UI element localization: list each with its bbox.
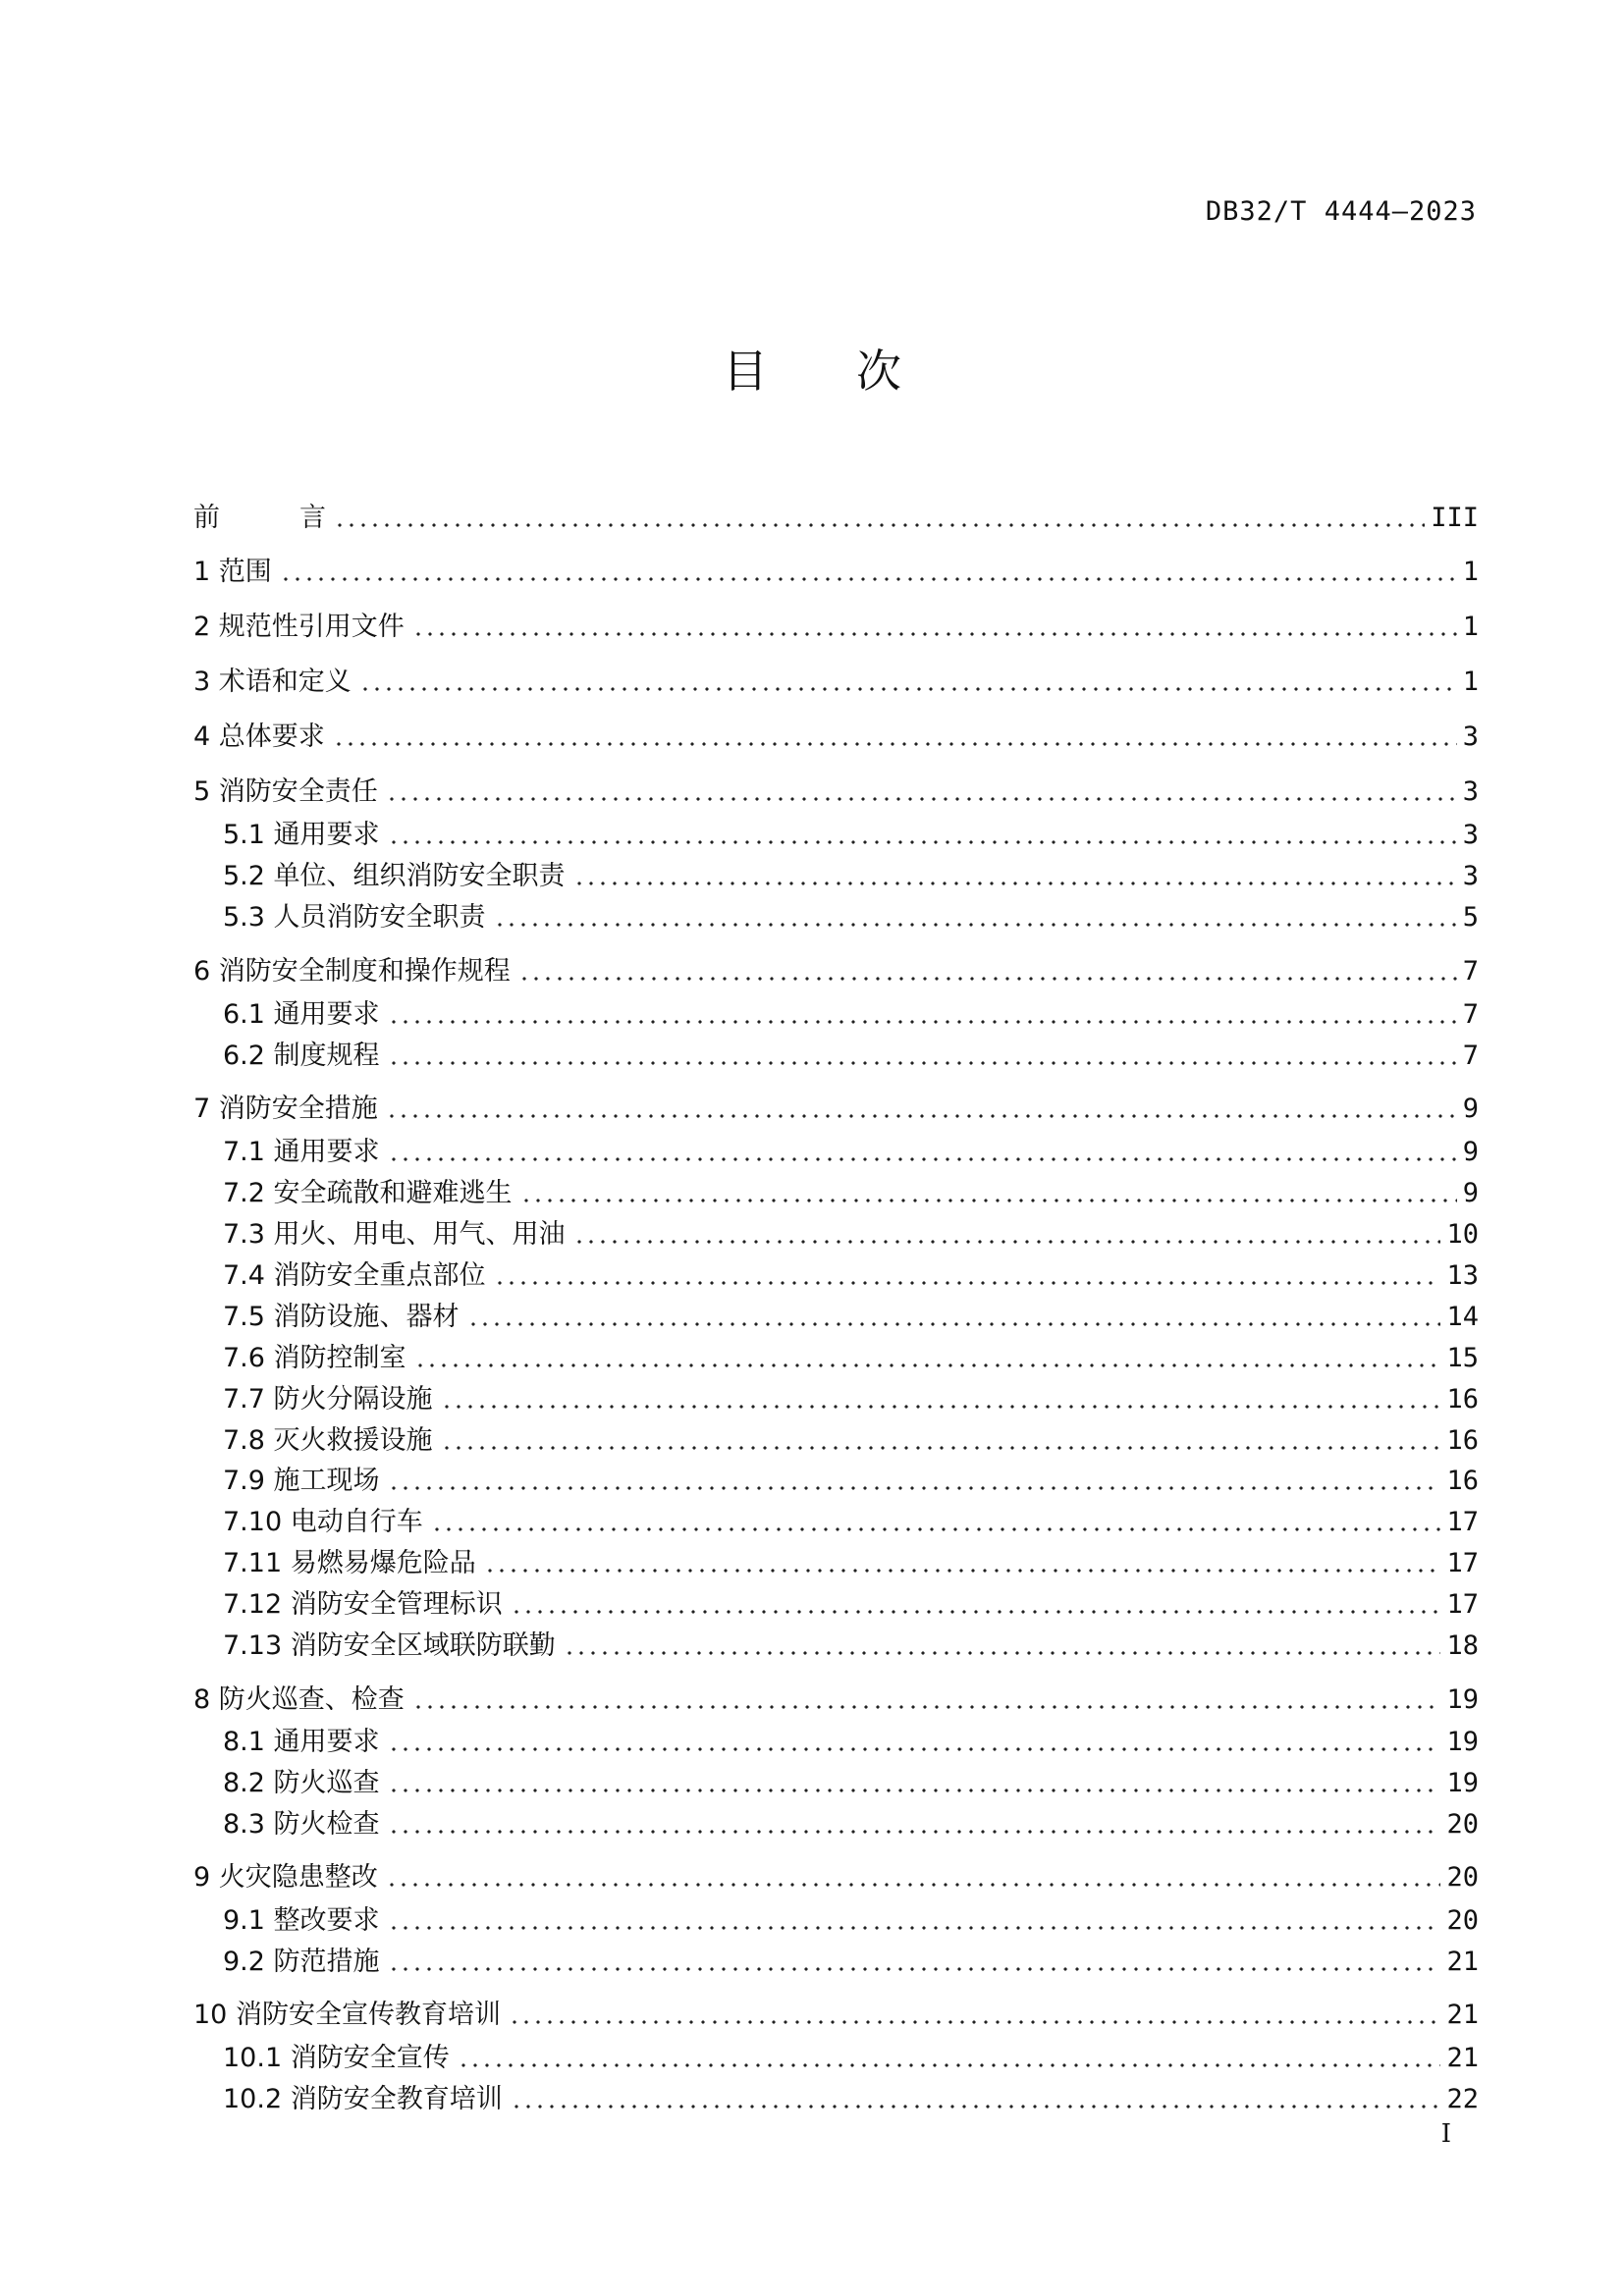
dot-leader xyxy=(388,1967,1441,1971)
toc-entry[interactable] xyxy=(193,1859,1479,1896)
dot-leader xyxy=(388,840,1457,844)
dot-leader xyxy=(564,1651,1441,1655)
toc-subentry[interactable] xyxy=(223,1504,1479,1541)
dot-leader xyxy=(414,1363,1441,1367)
dot-leader xyxy=(388,1486,1441,1490)
toc-entry[interactable] xyxy=(193,609,1479,646)
dot-leader xyxy=(388,1020,1457,1024)
toc-entry[interactable] xyxy=(193,554,1479,591)
dot-leader xyxy=(386,797,1457,801)
toc-entry-label: 前 言 xyxy=(193,503,326,533)
toc-entry-label: 7.7 防火分隔设施 xyxy=(223,1384,433,1415)
dot-leader xyxy=(511,1610,1441,1614)
toc-entry-page: 16 xyxy=(1446,1384,1479,1415)
toc-subentry[interactable] xyxy=(223,1586,1479,1624)
toc-subentry[interactable] xyxy=(223,1545,1479,1582)
toc-entry-page: 1 xyxy=(1462,557,1479,587)
dot-leader xyxy=(386,1883,1441,1887)
dot-leader xyxy=(280,577,1457,581)
toc-entry-label: 7.6 消防控制室 xyxy=(223,1343,406,1373)
toc-entry-label: 5.2 单位、组织消防安全职责 xyxy=(223,861,566,891)
toc-entry-label: 7.3 用火、用电、用气、用油 xyxy=(223,1219,566,1250)
toc-entry-page: 5 xyxy=(1462,902,1479,933)
toc-entry-page: 20 xyxy=(1446,1809,1479,1840)
dot-leader xyxy=(386,1114,1457,1118)
toc-entry-label: 3 术语和定义 xyxy=(193,667,352,697)
toc-entry-label: 7.9 施工现场 xyxy=(223,1466,380,1496)
toc-entry-page: 21 xyxy=(1446,2000,1479,2030)
toc-entry-page: 20 xyxy=(1446,1862,1479,1893)
toc-subentry[interactable] xyxy=(223,1134,1479,1171)
toc-subentry[interactable] xyxy=(223,858,1479,895)
dot-leader xyxy=(333,742,1457,746)
toc-entry-page: 14 xyxy=(1446,1302,1479,1332)
toc-title: 目次 xyxy=(723,345,990,398)
toc-entry-page: 19 xyxy=(1446,1768,1479,1798)
dot-leader xyxy=(388,1789,1441,1792)
toc-entry-page: 17 xyxy=(1446,1589,1479,1620)
toc-entry-page: 21 xyxy=(1446,1947,1479,1977)
toc-entry-page: 3 xyxy=(1462,861,1479,891)
toc-subentry[interactable] xyxy=(223,1463,1479,1500)
toc-entry-page: 18 xyxy=(1446,1630,1479,1661)
toc-entry-page: 3 xyxy=(1462,776,1479,807)
dot-leader xyxy=(388,1157,1457,1161)
toc-entry-label: 7.11 易燃易爆危险品 xyxy=(223,1548,476,1578)
toc-entry[interactable] xyxy=(193,500,1479,537)
dot-leader xyxy=(359,687,1457,691)
toc-entry-label: 4 总体要求 xyxy=(193,721,325,752)
toc-subentry[interactable] xyxy=(223,2040,1479,2077)
toc-entry-label: 8.2 防火巡查 xyxy=(223,1768,380,1798)
toc-entry[interactable] xyxy=(193,953,1479,990)
dot-leader xyxy=(441,1446,1441,1450)
dot-leader xyxy=(511,2105,1441,2109)
toc-subentry[interactable] xyxy=(223,2081,1479,2118)
dot-leader xyxy=(441,1405,1441,1409)
toc-subentry[interactable] xyxy=(223,1175,1479,1212)
toc-entry-label: 7.13 消防安全区域联防联勤 xyxy=(223,1630,556,1661)
toc-entry-label: 1 范围 xyxy=(193,557,272,587)
toc-entry-page: 17 xyxy=(1446,1507,1479,1537)
dot-leader xyxy=(467,1322,1441,1326)
dot-leader xyxy=(412,632,1457,636)
dot-leader xyxy=(494,923,1457,927)
dot-leader xyxy=(431,1527,1441,1531)
toc-entry-label: 10.1 消防安全宣传 xyxy=(223,2043,450,2073)
toc-entry-label: 6 消防安全制度和操作规程 xyxy=(193,956,511,987)
toc-entry-label: 9.1 整改要求 xyxy=(223,1905,380,1936)
toc-entry-page: 19 xyxy=(1446,1727,1479,1757)
toc-entry-label: 7.1 通用要求 xyxy=(223,1137,380,1167)
toc-entry-page: 9 xyxy=(1462,1137,1479,1167)
toc-entry-label: 9 火灾隐患整改 xyxy=(193,1862,378,1893)
toc-entry-label: 7.8 灭火救援设施 xyxy=(223,1425,433,1456)
dot-leader xyxy=(388,1061,1457,1065)
toc-entry[interactable] xyxy=(193,719,1479,756)
dot-leader xyxy=(573,1240,1441,1244)
toc-entry-label: 6.1 通用要求 xyxy=(223,999,380,1030)
toc-entry[interactable] xyxy=(193,664,1479,701)
toc-entry-label: 8.3 防火检查 xyxy=(223,1809,380,1840)
toc-subentry[interactable] xyxy=(223,1765,1479,1802)
dot-leader xyxy=(573,881,1457,885)
toc-subentry[interactable] xyxy=(223,1902,1479,1940)
toc-entry[interactable] xyxy=(193,1091,1479,1128)
toc-subentry[interactable] xyxy=(223,1724,1479,1761)
toc-subentry[interactable] xyxy=(223,1257,1479,1295)
toc-entry-label: 7.2 安全疏散和避难逃生 xyxy=(223,1178,513,1208)
toc-subentry[interactable] xyxy=(223,1340,1479,1377)
dot-leader xyxy=(518,977,1457,981)
toc-entry-label: 2 规范性引用文件 xyxy=(193,612,405,642)
toc-entry-label: 7.12 消防安全管理标识 xyxy=(223,1589,503,1620)
toc-entry-label: 10.2 消防安全教育培训 xyxy=(223,2084,503,2114)
toc-entry-page: 19 xyxy=(1446,1684,1479,1715)
toc-entry-label: 6.2 制度规程 xyxy=(223,1041,380,1071)
dot-leader xyxy=(412,1705,1441,1709)
toc-entry-page: 15 xyxy=(1446,1343,1479,1373)
toc-subentry[interactable] xyxy=(223,1628,1479,1665)
toc-entry-page: 21 xyxy=(1446,2043,1479,2073)
toc-entry-label: 7 消防安全措施 xyxy=(193,1094,378,1124)
toc-entry-label: 5.1 通用要求 xyxy=(223,820,380,850)
toc-entry-page: 1 xyxy=(1462,612,1479,642)
toc-entry-page: 13 xyxy=(1446,1260,1479,1291)
toc-subentry[interactable] xyxy=(223,817,1479,854)
toc-entry[interactable] xyxy=(193,1682,1479,1719)
toc-entry-page: 7 xyxy=(1462,1041,1479,1071)
toc-subentry[interactable] xyxy=(223,1381,1479,1418)
toc-subentry[interactable] xyxy=(223,1806,1479,1843)
toc-subentry[interactable] xyxy=(223,899,1479,936)
toc-entry-page: 3 xyxy=(1462,820,1479,850)
toc-subentry[interactable] xyxy=(223,1944,1479,1981)
toc-entry-label: 9.2 防范措施 xyxy=(223,1947,380,1977)
toc-subentry[interactable] xyxy=(223,996,1479,1034)
toc-subentry[interactable] xyxy=(223,1299,1479,1336)
toc-entry-label: 7.10 电动自行车 xyxy=(223,1507,423,1537)
dot-leader xyxy=(388,1830,1441,1834)
toc-entry-label: 7.4 消防安全重点部位 xyxy=(223,1260,486,1291)
dot-leader xyxy=(388,1747,1441,1751)
toc-entry-label: 10 消防安全宣传教育培训 xyxy=(193,2000,501,2030)
toc-entry-page: 9 xyxy=(1462,1178,1479,1208)
dot-leader xyxy=(458,2063,1441,2067)
toc-entry-page: 16 xyxy=(1446,1425,1479,1456)
toc-entry-page: 22 xyxy=(1446,2084,1479,2114)
toc-entry-page: 7 xyxy=(1462,999,1479,1030)
toc-entry-page: 1 xyxy=(1462,667,1479,697)
toc-entry-label: 8.1 通用要求 xyxy=(223,1727,380,1757)
toc-subentry[interactable] xyxy=(223,1422,1479,1460)
toc-subentry[interactable] xyxy=(223,1216,1479,1254)
toc-entry-page: 16 xyxy=(1446,1466,1479,1496)
toc-entry-label: 5 消防安全责任 xyxy=(193,776,378,807)
toc-entry-page: 7 xyxy=(1462,956,1479,987)
toc-subentry[interactable] xyxy=(223,1038,1479,1075)
toc-entry-page: 3 xyxy=(1462,721,1479,752)
toc-entry-page: 9 xyxy=(1462,1094,1479,1124)
toc-entry-page: 17 xyxy=(1446,1548,1479,1578)
toc-entry[interactable] xyxy=(193,774,1479,811)
dot-leader xyxy=(509,2020,1441,2024)
dot-leader xyxy=(388,1926,1441,1930)
toc-entry-page: 10 xyxy=(1446,1219,1479,1250)
toc-entry[interactable] xyxy=(193,1997,1479,2034)
toc-entry-page: 20 xyxy=(1446,1905,1479,1936)
dot-leader xyxy=(334,523,1425,527)
dot-leader xyxy=(484,1569,1441,1573)
document-code: DB32/T 4444—2023 xyxy=(1205,196,1477,227)
toc-entry-label: 7.5 消防设施、器材 xyxy=(223,1302,460,1332)
toc-entry-page: III xyxy=(1431,503,1479,533)
dot-leader xyxy=(520,1199,1457,1202)
toc-entry-label: 5.3 人员消防安全职责 xyxy=(223,902,486,933)
page-number: I xyxy=(1440,2119,1451,2149)
dot-leader xyxy=(494,1281,1441,1285)
toc-entry-label: 8 防火巡查、检查 xyxy=(193,1684,405,1715)
